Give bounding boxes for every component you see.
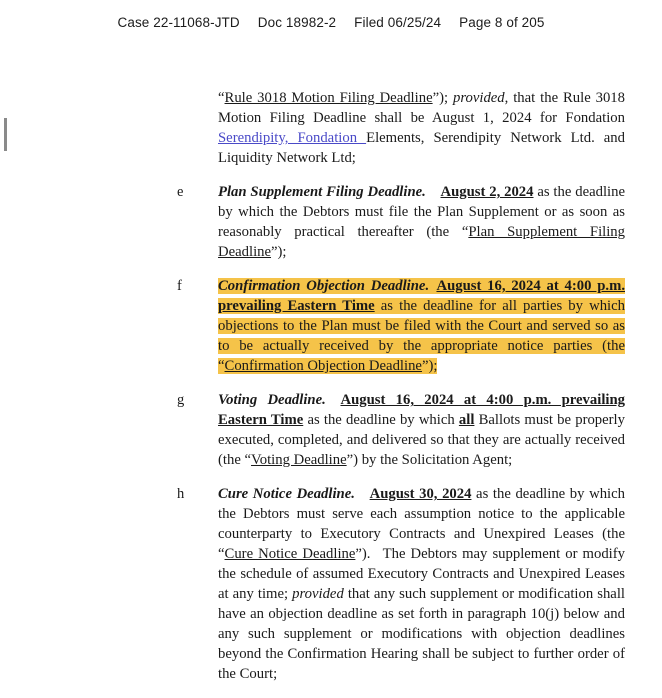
text-run: ”); (421, 358, 438, 374)
paragraph-text (218, 182, 625, 262)
text-run: as the deadline for all parties by which objections to the Plan must be filed with the Court and served so as to be actually received by the appropriate notice parties (the “ (218, 298, 625, 374)
stamp-doc-number: Doc 18982-2 (257, 15, 337, 30)
text-run (355, 486, 370, 502)
document-body (0, 88, 662, 698)
text-run: as the deadline by which (303, 412, 459, 428)
paragraph-cure-notice-deadline (0, 484, 662, 684)
text-run: that any such supplement or modification shall have an objection deadline as set forth in paragraph 10(j) below and any such supplement or modifications with objection deadlines beyond the Confirmation Hearing shall be subject to further order of the Court; (218, 586, 625, 682)
paragraph-marker-h: h (177, 486, 185, 502)
defined-term: Cure Notice Deadline (224, 546, 356, 562)
text-run: as the deadline by which the Debtors must serve each assumption notice to the applicable counterparty to Executory Contracts and Unexpired Leases (the “ (218, 486, 626, 562)
deadline-value: August 2, 2024 (440, 184, 534, 200)
text-run: ”). The Debtors may supplement or modify the schedule of assumed Executory Contracts and Unexpired Leases at any time; (218, 546, 625, 602)
deadline-label: Cure Notice Deadline. (218, 486, 355, 502)
paragraph-plan-supplement-filing-deadline (0, 182, 662, 262)
text-run: provided (452, 90, 505, 106)
deadline-value: August 16, 2024 at 4:00 p.m. prevailing Eastern Time (218, 278, 625, 314)
deadline-value: August 16, 2024 at 4:00 p.m. prevailing Eastern Time (218, 392, 625, 428)
stamp-page-number: Page 8 of 205 (459, 15, 545, 30)
paragraph-text (218, 276, 625, 376)
stamp-case-number: Case 22-11068-JTD (117, 15, 240, 30)
paragraph-marker-f: f (177, 278, 182, 294)
paragraph-text (218, 390, 625, 470)
paragraph-text (218, 484, 625, 684)
text-run: ”); (432, 90, 453, 106)
defined-term: Voting Deadline (251, 452, 347, 468)
paragraph-marker-g: g (177, 392, 185, 408)
defined-term: Rule 3018 Motion Filing Deadline (224, 90, 433, 106)
text-run (326, 392, 341, 408)
text-run: Ballots must be properly executed, completed, and delivered so that they are actually received (the “ (218, 412, 625, 468)
deadline-label: Confirmation Objection Deadline. (218, 278, 430, 294)
paragraph-marker-e: e (177, 184, 184, 200)
deadline-value: August 30, 2024 (369, 486, 472, 502)
text-run: “ (218, 90, 225, 106)
text-run (426, 184, 441, 200)
text-highlight (218, 278, 625, 374)
text-run: as the deadline by which the Debtors must file the Plan Supplement or as soon as reasonably practical thereafter (the “ (218, 184, 625, 240)
paragraph-text (218, 88, 625, 168)
text-run: , that the Rule 3018 Motion Filing Deadline shall be August 1, 2024 for Fondation (218, 90, 625, 126)
court-stamp-header (0, 15, 662, 30)
deadline-label: Voting Deadline. (218, 392, 326, 408)
paragraph-confirmation-objection-deadline (0, 276, 662, 376)
defined-term: Confirmation Objection Deadline (224, 358, 422, 374)
redline-insertion: Serendipity, Fondation (218, 130, 367, 146)
defined-term: Plan Supplement Filing Deadline (218, 224, 625, 260)
text-run: ”) by the Solicitation Agent; (346, 452, 513, 468)
text-run: provided (292, 586, 344, 602)
stamp-filed-date: Filed 06/25/24 (354, 15, 442, 30)
deadline-value: all (458, 412, 475, 428)
paragraph-rule-3018-continuation (0, 88, 662, 168)
text-run: ”); (271, 244, 287, 260)
deadline-label: Plan Supplement Filing Deadline. (218, 184, 426, 200)
text-run: Elements, Serendipity Network Ltd. and Liquidity Network Ltd; (218, 130, 625, 166)
paragraph-voting-deadline (0, 390, 662, 470)
